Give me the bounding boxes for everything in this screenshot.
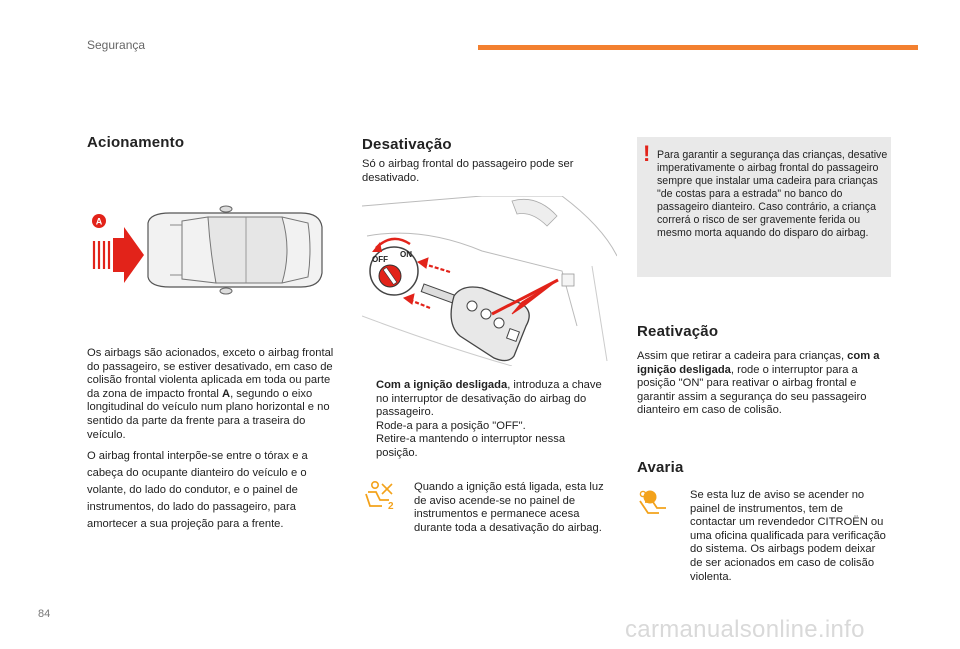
deactivation-steps <box>362 379 602 461</box>
paragraph-reactivation: Assim que retirar a cadeira para crianças, com a ignição desligada, rode o interruptor para a posição "ON" para reativar o airbag frontal e garantir assim a segurança do seu passageiro dianteiro em caso de colisão. <box>637 350 880 417</box>
marker-a-label: A <box>95 216 103 227</box>
page-number: 84 <box>38 608 51 620</box>
paragraph-deactivation-light: Quando a ignição está ligada, esta luz de aviso acende-se no painel de instrumentos e permanece acesa durante toda a desativação do airbag. <box>414 481 604 534</box>
child-safety-warning-text: Para garantir a segurança das crianças, desative imperativamente o airbag frontal do passageiro sempre que instalar uma cadeira para crianças "de costas para a estrada" no banco do passageiro dianteiro. Caso contrário, a criança correrá o risco de ser gravemente ferida ou mesmo morta aquando do disparo do airbag. <box>657 149 888 239</box>
step-3: Retire-a mantendo o interruptor nessa posição. <box>376 433 566 459</box>
airbag-fault-warning-light-icon <box>637 489 669 517</box>
paragraph-activation: Os airbags são acionados, exceto o airbag frontal do passageiro, se estiver desativado, em caso de colisão frontal violenta aplicada em toda ou parte da zona de impacto frontal A, segundo o eixo longitudinal do veículo num plano horizontal e no sentido da parte da frente para a traseira do veículo. <box>87 347 334 441</box>
step-2: Rode-a para a posição "OFF". <box>376 419 526 432</box>
paragraph-airbag-position: O airbag frontal interpõe-se entre o tórax e a cabeça do ocupante dianteiro do veículo e o volante, do lado do condutor, e o painel de instrumentos, do lado do passageiro, para amortecer a sua projeção para a frente. <box>87 450 308 530</box>
watermark: carmanualsonline.info <box>625 616 865 643</box>
airbag-switch-illustration <box>362 196 617 366</box>
impact-arrow <box>113 227 144 283</box>
heading-acionamento: Acionamento <box>87 134 185 151</box>
paragraph-fault: Se esta luz de aviso se acender no painel de instrumentos, tem de contactar um revendedor CITROËN ou uma oficina qualificada para verificação do sistema. Os airbags podem deixar de ser acionados em caso de colisão violenta. <box>690 489 886 583</box>
warning-exclamation-icon: ! <box>643 141 651 166</box>
car-frontal-impact-illustration <box>86 205 326 297</box>
step-1: Com a ignição desligada, introduza a chave no interruptor de desativação do airbag do passageiro. <box>376 379 602 419</box>
svg-text:2: 2 <box>388 501 394 510</box>
switch-off-label: OFF <box>372 255 388 264</box>
heading-avaria: Avaria <box>637 459 684 476</box>
header-accent-bar <box>478 45 918 50</box>
paragraph-deactivation-intro: Só o airbag frontal do passageiro pode ser desativado. <box>362 158 574 184</box>
airbag-off-warning-light-icon <box>362 480 396 510</box>
switch-on-label: ON <box>400 250 412 259</box>
heading-reativacao: Reativação <box>637 323 719 340</box>
heading-desativacao: Desativação <box>362 136 452 153</box>
section-label: Segurança <box>87 38 146 52</box>
